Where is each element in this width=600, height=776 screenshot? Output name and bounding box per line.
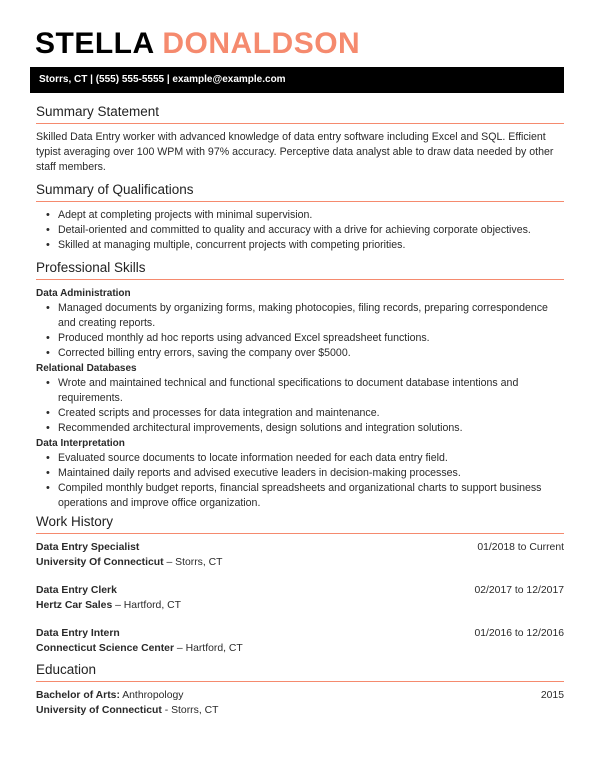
- job-title: Data Entry Specialist: [36, 542, 140, 553]
- summary-section: [36, 104, 564, 175]
- work-history-section: [36, 514, 564, 669]
- job-dates: 01/2016 to 12/2016: [474, 628, 564, 639]
- summary-text: Skilled Data Entry worker with advanced knowledge of data entry software including Excel and SQL. Efficient typist averaging over 100 WPM with 97% accuracy. Perceptive data analyst able to draw data needed by other staff members.: [36, 131, 554, 173]
- qualifications-list: [36, 208, 564, 253]
- degree-field: Anthropology: [119, 690, 184, 701]
- job-dates: 01/2018 to Current: [477, 542, 564, 553]
- candidate-name: [35, 26, 360, 62]
- job-dates: 02/2017 to 12/2017: [474, 585, 564, 596]
- section-heading: Professional Skills: [36, 260, 564, 280]
- skill-group-heading: Data Interpretation: [36, 438, 125, 449]
- skill-group-list: [36, 301, 564, 361]
- list-item: • Produced monthly ad hoc reports using advanced Excel spreadsheet functions.: [58, 331, 564, 346]
- list-item: • Skilled at managing multiple, concurrent projects with competing priorities.: [58, 238, 564, 253]
- school-name: University of Connecticut: [36, 705, 162, 716]
- skill-group-heading: Relational Databases: [36, 363, 137, 374]
- section-heading: Summary Statement: [36, 104, 564, 124]
- last-name: DONALDSON: [162, 27, 361, 60]
- list-item: • Evaluated source documents to locate information needed for each data entry field.: [58, 451, 564, 466]
- employer: Connecticut Science Center: [36, 643, 175, 654]
- employer: University Of Connecticut: [36, 557, 164, 568]
- job-entry: [36, 540, 564, 570]
- education-section: [36, 662, 564, 718]
- graduation-year: 2015: [540, 690, 564, 701]
- skill-group-list: [36, 451, 564, 511]
- job-entry: [36, 626, 564, 656]
- list-item: • Managed documents by organizing forms, making photocopies, filing records, preparing correspondence and creating reports.: [58, 301, 564, 331]
- skill-group-heading: Data Administration: [36, 288, 131, 299]
- section-heading: Work History: [36, 514, 564, 534]
- list-item: • Created scripts and processes for data integration and maintenance.: [58, 406, 564, 421]
- job-location: – Hartford, CT: [112, 600, 181, 611]
- degree-label: Bachelor of Arts:: [36, 690, 120, 701]
- list-item: • Compiled monthly budget reports, financial spreadsheets and organizational charts to support business operations and improve office organization.: [58, 481, 564, 511]
- list-item: • Adept at completing projects with minimal supervision.: [58, 208, 564, 223]
- school-location: - Storrs, CT: [161, 705, 219, 716]
- section-heading: Education: [36, 662, 564, 682]
- employer: Hertz Car Sales: [36, 600, 113, 611]
- list-item: • Wrote and maintained technical and functional specifications to document database intentions and requirements.: [58, 376, 564, 406]
- job-location: – Storrs, CT: [163, 557, 223, 568]
- list-item: • Recommended architectural improvements, design solutions and integration solutions.: [58, 421, 564, 436]
- job-title: Data Entry Intern: [36, 628, 120, 639]
- list-item: • Corrected billing entry errors, saving the company over $5000.: [58, 346, 564, 361]
- job-title: Data Entry Clerk: [36, 585, 117, 596]
- list-item: • Detail-oriented and committed to quality and accuracy with a drive for achieving corporate objectives.: [58, 223, 564, 238]
- skills-section: [36, 260, 564, 511]
- skill-group-list: [36, 376, 564, 436]
- job-location: – Hartford, CT: [174, 643, 243, 654]
- section-heading: Summary of Qualifications: [36, 182, 564, 202]
- list-item: • Maintained daily reports and advised executive leaders in decision-making processes.: [58, 466, 564, 481]
- contact-bar: Storrs, CT | (555) 555-5555 | example@example.com: [30, 67, 564, 93]
- job-entry: [36, 583, 564, 613]
- first-name: STELLA: [35, 27, 154, 60]
- qualifications-section: [36, 182, 564, 253]
